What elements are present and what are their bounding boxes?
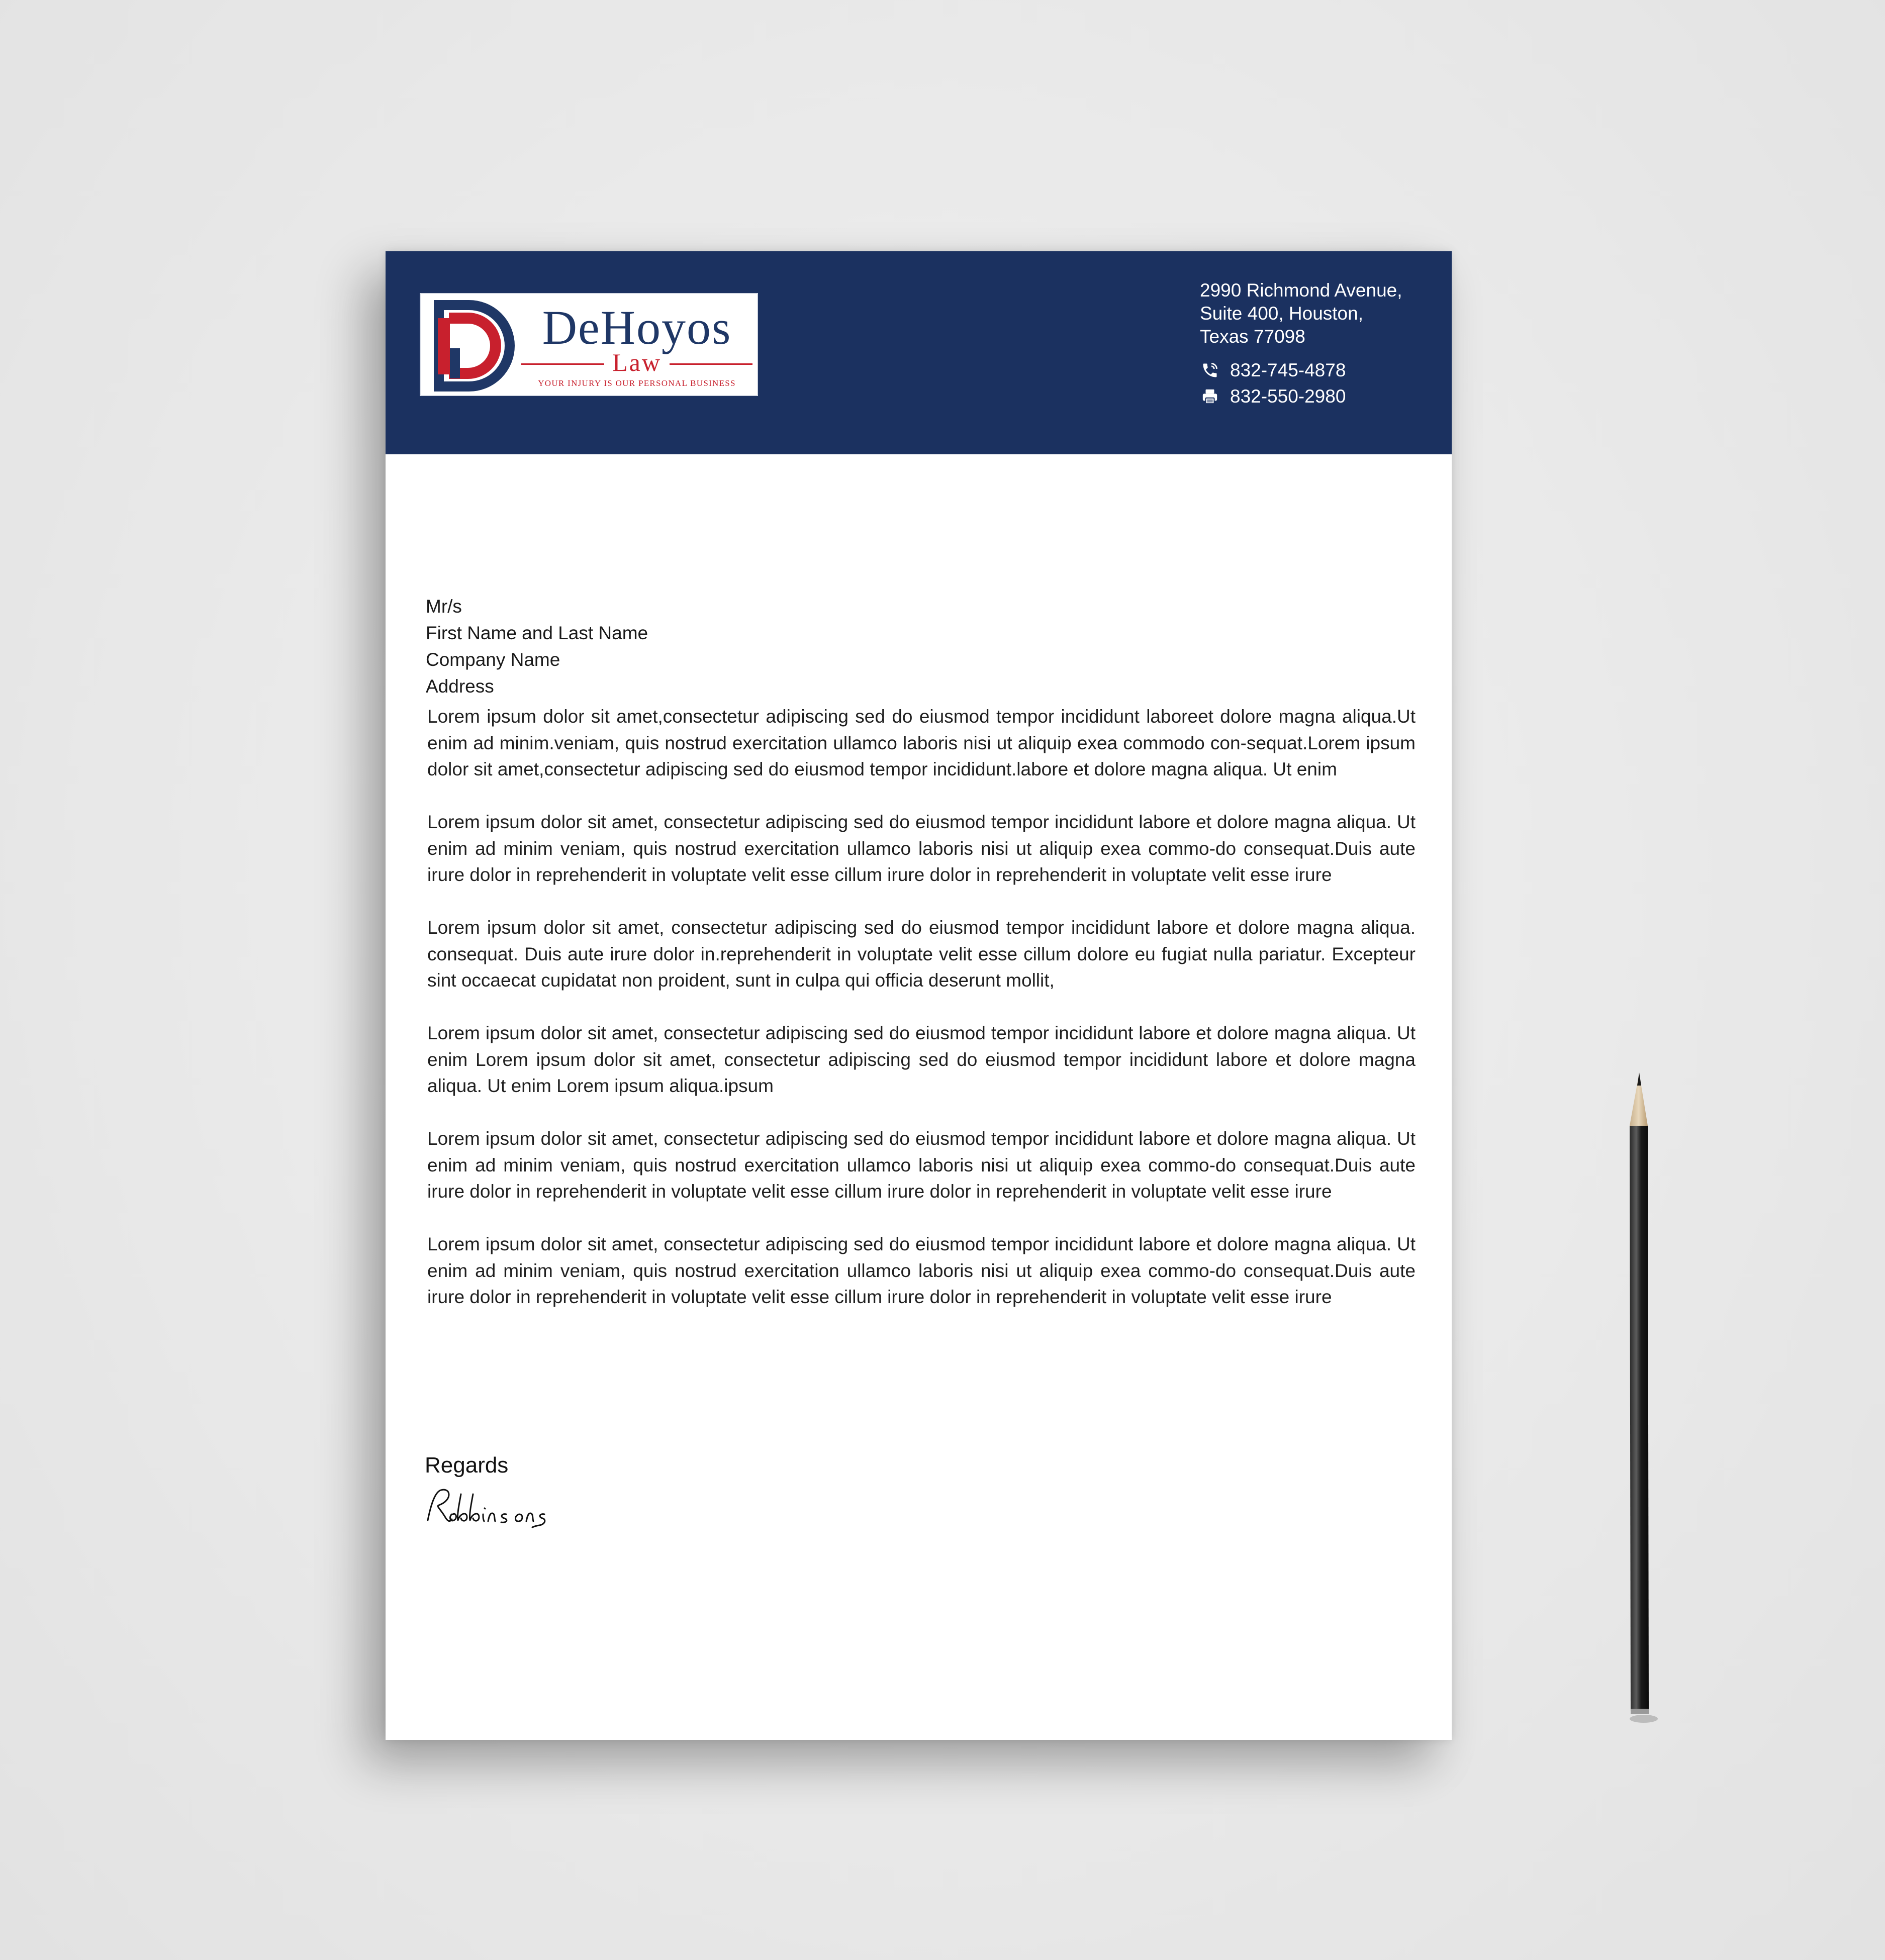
address-line: Texas 77098 — [1200, 326, 1305, 347]
contact-block — [1200, 279, 1402, 410]
logo-subname: Law — [612, 348, 662, 376]
recipient-company: Company Name — [426, 649, 560, 670]
recipient-address: Address — [426, 676, 494, 697]
letter-body — [427, 704, 1416, 1337]
fax-icon — [1200, 386, 1220, 407]
phone-number: 832-745-4878 — [1230, 360, 1346, 380]
logo-name: DeHoyos — [542, 301, 732, 354]
recipient-salutation: Mr/s — [426, 596, 462, 617]
address-line: 2990 Richmond Avenue, — [1200, 280, 1402, 301]
company-logo — [420, 293, 758, 396]
phone-row — [1200, 357, 1402, 383]
body-paragraph: Lorem ipsum dolor sit amet, consectetur adipiscing sed do eiusmod tempor incididunt labore et dolore magna aliqua. Ut enim ad minim veniam, quis nostrud exercitation ullamco laboris nisi ut aliquip exea commo-do consequat.Duis aute irure dolor in reprehenderit in voluptate velit esse cillum irure dolor in reprehenderit in voluptate velit esse irure — [427, 1128, 1416, 1202]
fax-number: 832-550-2980 — [1230, 386, 1346, 407]
logo-divider — [670, 363, 752, 365]
body-paragraph: Lorem ipsum dolor sit amet, consectetur adipiscing sed do eiusmod tempor incididunt labore et dolore magna aliqua. consequat. Duis aute irure dolor in.reprehenderit in voluptate velit esse cillum dolore eu fugiat nulla pariatur. Excepteur sint occaecat cupidatat non proident, sunt in culpa qui officia deserunt mollit, — [427, 917, 1416, 991]
body-paragraph: Lorem ipsum dolor sit amet, consectetur adipiscing sed do eiusmod tempor incididunt labore et dolore magna aliqua. Ut enim ad minim veniam, quis nostrud exercitation ullamco laboris nisi ut aliquip exea commo-do consequat.Duis aute irure dolor in reprehenderit in voluptate velit esse cillum irure dolor in reprehenderit in voluptate velit esse irure — [427, 812, 1416, 885]
letterhead-header — [386, 251, 1452, 454]
logo-tagline: YOUR INJURY IS OUR PERSONAL BUSINESS — [538, 378, 736, 388]
body-paragraph: Lorem ipsum dolor sit amet,consectetur adipiscing sed do eiusmod tempor incididunt laboreet dolore magna aliqua.Ut enim ad minim.veniam, quis nostrud exercitation ullamco laboris nisi ut aliquip exea commodo con-sequat.Lorem ipsum dolor sit amet,consectetur adipiscing sed do eiusmod tempor incididunt.labore et dolore magna aliqua. Ut enim — [427, 706, 1416, 779]
phone-icon — [1200, 360, 1220, 380]
logo-monogram-icon — [428, 298, 521, 394]
logo-subname-row — [521, 347, 752, 377]
closing-regards: Regards — [425, 1453, 509, 1478]
body-paragraph: Lorem ipsum dolor sit amet, consectetur adipiscing sed do eiusmod tempor incididunt labore et dolore magna aliqua. Ut enim Lorem ipsum dolor sit amet, consectetur adipiscing sed do eiusmod tempor incididunt labore et dolore magna aliqua. Ut enim Lorem ipsum aliqua.ipsum — [427, 1023, 1416, 1096]
fax-row — [1200, 383, 1402, 410]
recipient-block — [426, 593, 648, 700]
recipient-name: First Name and Last Name — [426, 623, 648, 643]
pencil-decoration — [1618, 1065, 1663, 1729]
body-paragraph: Lorem ipsum dolor sit amet, consectetur adipiscing sed do eiusmod tempor incididunt labore et dolore magna aliqua. Ut enim ad minim veniam, quis nostrud exercitation ullamco laboris nisi ut aliquip exea commo-do consequat.Duis aute irure dolor in reprehenderit in voluptate velit esse cillum irure dolor in reprehenderit in voluptate velit esse irure — [427, 1234, 1416, 1307]
signature — [421, 1485, 551, 1530]
address-line: Suite 400, Houston, — [1200, 303, 1363, 324]
letterhead-sheet — [386, 251, 1452, 1740]
